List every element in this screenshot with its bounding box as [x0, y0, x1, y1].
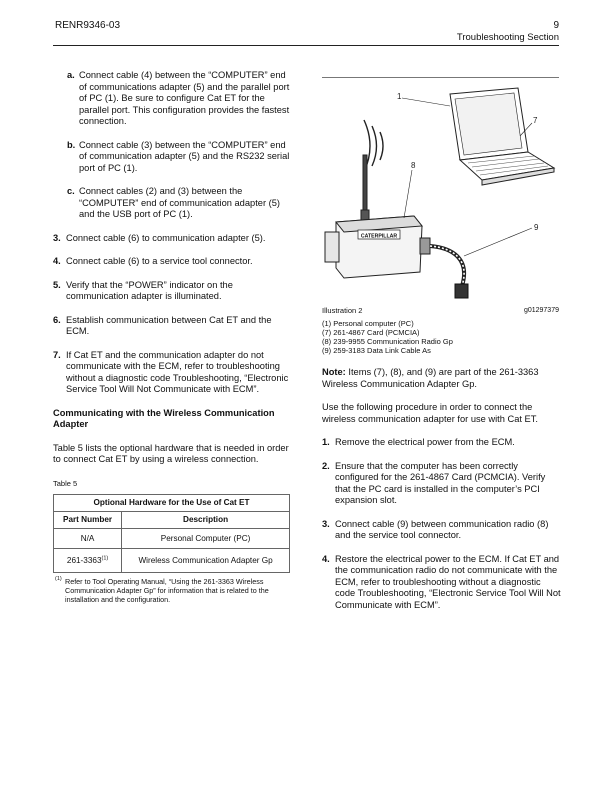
part-number-cell: 261-3363$^{(1)}$: [54, 549, 122, 573]
description-cell: Wireless Communication Adapter Gp: [122, 549, 290, 573]
substep-c: c. Connect cables (2) and (3) between the “COMPUTER” end of communication adapter (5) and the USB port of PC (1).: [67, 186, 280, 219]
step-6: 6. Establish communication between Cat ET and the ECM.: [53, 314, 272, 336]
right-step-4: 4. Restore the electrical power to the ECM. If Cat ET and the communication radio do not communicate with the ECM, refer to troubleshooting without a diagnostic code Troubleshooting, “Electronic Service Tool Will Not Communicate with ECM”.: [322, 553, 561, 610]
illustration-caption: Illustration 2 g01297379: [322, 306, 559, 315]
section-heading: Communicating with the Wireless Communication Adapter: [53, 407, 275, 429]
footnote-ref: (1): [101, 554, 109, 561]
legend-item: (1) Personal computer (PC): [322, 319, 414, 328]
part-number-cell: N/A: [54, 529, 122, 549]
callout-8: 8: [411, 161, 416, 170]
wireless-adapter-illustration: [322, 80, 562, 300]
illustration-code: g01297379: [523, 307, 559, 314]
step-4: 4. Connect cable (6) to a service tool connector.: [53, 256, 253, 266]
callout-9: 9: [534, 223, 539, 232]
column-rule: [322, 77, 559, 78]
callout-1: 1: [397, 92, 402, 101]
legend-item: (7) 261-4867 Card (PCMCIA): [322, 328, 420, 337]
step-7: 7. If Cat ET and the communication adapter do not communicate with the ECM, refer to troubleshooting without a diagnostic code Troubleshooting, “Electronic Service Tool Will Not Communicate with ECM”.: [53, 349, 289, 394]
laptop-icon: [450, 88, 554, 185]
right-step-3: 3. Connect cable (9) between communication radio (8) and the service tool connector.: [322, 518, 549, 540]
description-cell: Personal Computer (PC): [122, 529, 290, 549]
table-caption: Optional Hardware for the Use of Cat ET: [54, 495, 290, 512]
substep-a: a. Connect cable (4) between the “COMPUTER” end of communications adapter (5) and the parallel port of PC (1). Be sure to configure Cat ET for the parallel port. This configuration provides the fastest connection.: [67, 70, 290, 126]
right-column: [322, 367, 562, 623]
step-5: 5. Verify that the “POWER” indicator on the communication adapter is illuminated.: [53, 279, 233, 301]
note: Note: Items (7), (8), and (9) are part of the 261-3363 Wireless Communication Adapter Gp.: [322, 367, 539, 389]
column-header-description: Description: [122, 512, 290, 529]
legend-item: (8) 239-9955 Communication Radio Gp: [322, 337, 453, 346]
illustration-legend: [322, 319, 562, 355]
document-id: RENR9346-03: [55, 20, 121, 31]
right-step-2: 2. Ensure that the computer has been correctly configured for the 261-4867 Card (PCMCIA). Verify that the PC card is installed in the computer’s PCI expansion slot.: [322, 460, 546, 505]
callout-7: 7: [533, 116, 538, 125]
right-step-1: 1. Remove the electrical power from the ECM.: [322, 437, 515, 447]
table-footnote: (1) Refer to Tool Operating Manual, “Using the 261-3363 Wireless Communication Adapter Gp” for information that is related to the installation and the configuration.: [55, 576, 269, 604]
procedure-intro: Use the following procedure in order to connect the wireless communication adapter for use with Cat ET.: [322, 402, 538, 424]
data-link-cable-icon: [430, 246, 468, 298]
substep-b: b. Connect cable (3) between the “COMPUTER” end of communication adapter (5) and the RS232 serial port of PC (1).: [67, 139, 290, 173]
table-row: [54, 549, 290, 573]
column-header-part-number: Part Number: [54, 512, 122, 529]
table-label: Table 5: [53, 478, 78, 488]
section-title: Troubleshooting Section: [456, 32, 559, 43]
step-3: 3. Connect cable (6) to communication adapter (5).: [53, 232, 266, 243]
table-row: [54, 529, 290, 549]
brand-label: CATERPILLAR: [360, 233, 398, 240]
page-number: 9: [553, 20, 559, 31]
legend-item: (9) 259-3183 Data Link Cable As: [322, 346, 431, 355]
left-column: [53, 70, 291, 604]
header-rule: [53, 45, 559, 46]
communication-radio-icon: [325, 155, 430, 278]
hardware-table: [53, 494, 290, 573]
table-intro: Table 5 lists the optional hardware that is needed in order to connect Cat ET by using a wireless connection.: [53, 442, 289, 464]
